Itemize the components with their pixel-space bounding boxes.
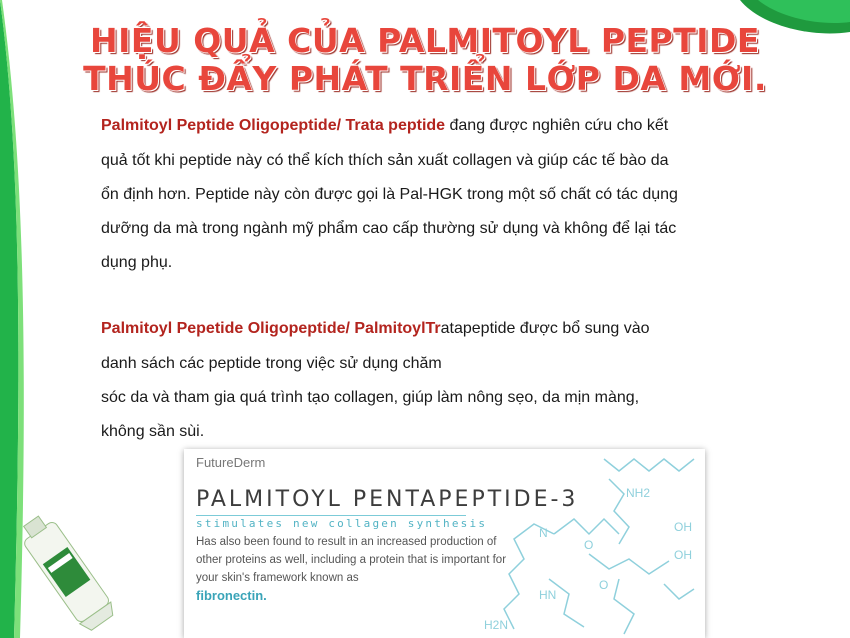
molecule-label-oh-1: OH <box>674 520 692 534</box>
paragraph-2-line-3: sóc da và tham gia quá trình tạo collagen, giúp làm nông sẹo, da mịn màng, <box>101 389 640 406</box>
cream-tube-icon <box>6 505 116 638</box>
molecule-label-h2n: H2N <box>484 618 509 632</box>
card-body-text: Has also been found to result in an increased production of other proteins as well, including a protein that is important for your skin's framework known as <box>196 536 507 584</box>
card-subtitle: stimulates new collagen synthesis <box>196 517 488 530</box>
paragraph-2-line-1 <box>101 320 650 338</box>
page-title-line-1: HIỆU QUẢ CỦA PALMITOYL PEPTIDE <box>90 21 760 60</box>
paragraph-1-line-1 <box>101 117 668 135</box>
paragraph-2-text: atapeptide được bổ sung vào <box>440 320 650 337</box>
molecule-label-oh-2: OH <box>674 548 692 562</box>
paragraph-2-line-2: danh sách các peptide trong việc sử dụng chăm <box>101 355 442 372</box>
card-brand: FutureDerm <box>196 455 266 470</box>
paragraph-1-text: đang được nghiên cứu cho kết <box>445 117 669 134</box>
molecule-label-o: O <box>584 538 594 552</box>
molecule-label-hn: HN <box>539 588 557 602</box>
molecule-structure-icon <box>374 449 705 638</box>
molecule-label-nh2: NH2 <box>626 486 651 500</box>
page-title-line-2: THÚC ĐẨY PHÁT TRIỂN LỚP DA MỚI. <box>83 59 767 98</box>
peptide-image-card <box>184 449 705 638</box>
paragraph-1-line-2: quả tốt khi peptide này có thể kích thích sản xuất collagen và giúp các tế bào da <box>101 152 669 169</box>
paragraph-1-line-3: ổn định hơn. Peptide này còn được gọi là Pal-HGK trong một số chất có tác dụng <box>101 186 678 203</box>
paragraph-1-line-4: dưỡng da mà trong ngành mỹ phẩm cao cấp thường sử dụng và không để lại tác <box>101 220 677 237</box>
card-title: PALMITOYL PENTAPEPTIDE-3 <box>196 487 579 512</box>
paragraph-1-highlight: Palmitoyl Peptide Oligopeptide/ Trata peptide <box>101 117 446 134</box>
paragraph-2-highlight: Palmitoyl Pepetide Oligopeptide/ PalmitoylTr <box>101 320 441 337</box>
paragraph-2-line-4: không sần sùi. <box>101 423 205 440</box>
molecule-label-n: N <box>539 526 548 540</box>
paragraph-1-line-5: dụng phụ. <box>101 254 173 271</box>
card-highlight: fibronectin. <box>196 588 267 603</box>
molecule-label-o-2: O <box>599 578 609 592</box>
